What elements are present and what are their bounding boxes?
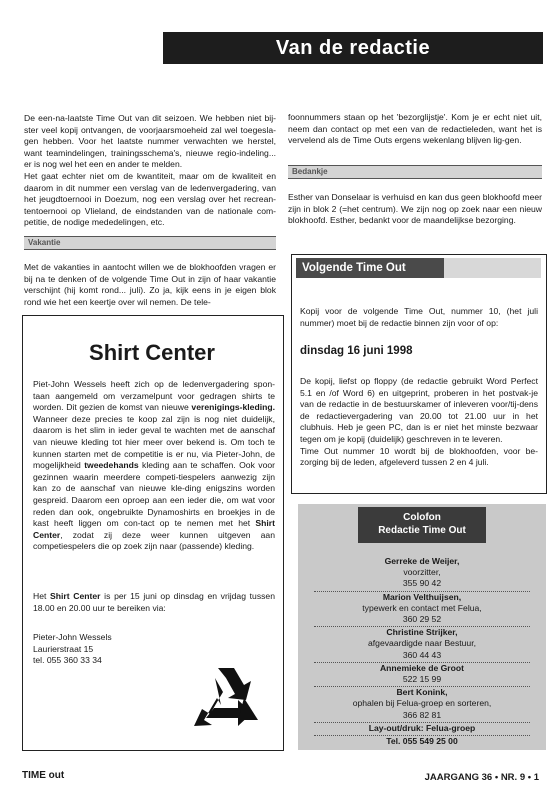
- footer-issue: JAARGANG 36 • NR. 9 • 1: [424, 772, 539, 783]
- shirt-text-d: tweedehands: [84, 460, 139, 471]
- shirt-center-paragraph-2: [33, 591, 275, 614]
- shirt-text-h: Het: [33, 591, 51, 601]
- colofon-entry: [314, 687, 530, 723]
- address-name: Pieter-John Wessels: [33, 632, 112, 642]
- shirt-center-title: Shirt Center: [89, 340, 215, 365]
- intro-paragraph-1: De een-na-laatste Time Out van dit seizoen. We hebben niet bij-ster veel kopij ontvangen, de voorjaarsmoeheid zal wel toegesla-gen hebben. Voor het laatste nummer verwachten we herstel, want teamindelingen, trainingsschema's, nieuwe regio-indeling... er is nog wel het een en ander te melden.: [24, 113, 276, 170]
- colofon-phone: 360 29 52: [402, 614, 442, 625]
- colofon-phone: 366 82 81: [402, 709, 442, 720]
- shirt-center-text: [33, 379, 275, 553]
- right-top-text: foonnummers staan op het 'bezorglijstje'. Kom je er echt niet uit, neem dan contact op met een van de redactieleden, want het is vervelend als de Time Outs ergens wekenlang blijven lig-gen.: [288, 112, 542, 146]
- colofon-phone: 360 44 43: [402, 649, 442, 660]
- colofon-role: typewerk en contact met Felua,: [362, 602, 482, 613]
- bedankje-heading: Bedankje: [292, 167, 328, 176]
- colofon-entry: [314, 663, 530, 687]
- intro-text: [24, 113, 276, 229]
- bedankje-text: Esther van Donselaar is verhuisd en kan dus geen blokhoofd meer zijn in blok 2 (=het centrum). We zijn nog op zoek naar een nieuw blokhoofd. Esther, bedankt voor de maandelijkse bezorging.: [288, 192, 542, 226]
- colofon-entry: [314, 592, 530, 628]
- shirt-text-g: , zodat zij deze weer kunnen uitgeven aan competiespelers die op zoek zijn naar (passende) kleding.: [33, 529, 275, 552]
- shirt-center-paragraph-1: [33, 379, 275, 553]
- colofon-phone: 522 15 99: [402, 674, 442, 685]
- colofon-role: ophalen bij Felua-groep en sorteren,: [352, 698, 492, 709]
- colofon-phone: 355 90 42: [402, 578, 442, 589]
- intro-paragraph-2: Het gaat echter niet om de kwantiteit, maar om de kwaliteit en daarom in dit nummer een verslag van de ledenvergadering, van het jeugdtoernooi in Doezum, nog een verslag over het recrean-tentoernooi op Vlieland, de eindstanden van de nationale com-petitie, de nodige mededelingen, etc.: [24, 170, 276, 228]
- address-phone: tel. 055 360 33 34: [33, 655, 102, 666]
- volgende-body: [300, 376, 538, 469]
- shirt-text-b: verenigings-kleding.: [191, 402, 275, 413]
- colofon-subtitle: Redactie Time Out: [378, 525, 466, 536]
- colofon-role: voorzitter,: [403, 567, 441, 578]
- colofon-name: Annemieke de Groot: [379, 662, 465, 673]
- shirt-text-j: is per 15 juni op dinsdag en vrijdag tussen 18.00 en 20.00 uur te bereiken via:: [33, 591, 275, 613]
- address-street: Laurierstraat 15: [33, 643, 94, 654]
- recycle-icon: [188, 664, 264, 730]
- colofon-tel: Tel. 055 549 25 00: [386, 736, 458, 747]
- shirt-center-address: [33, 632, 233, 667]
- colofon-name: Gerreke de Weijer,: [384, 556, 460, 566]
- volgende-heading-bar: [444, 258, 541, 278]
- colofon-title: Colofon: [403, 512, 441, 523]
- colofon-entry: [314, 627, 530, 663]
- colofon-entry: [314, 556, 530, 592]
- volgende-paragraph-2: De kopij, liefst op floppy (de redactie gebruikt Word Perfect 5.1 en /of Word 6) en uitgeprint, proberen in het postvak-je van de redactie in de bestuurskamer of inleveren voor/tij-dens de redactievergadering van 20.00 tot 21.00 uur in het clubhuis. Heb je geen PC, dan is er niet het minste bezwaar tegen om je kopij (duidelijk) geschreven in te leveren.: [300, 376, 538, 444]
- volgende-paragraph-1: Kopij voor de volgende Time Out, nummer 10, (het juli nummer) moet bij de redactie binnen zijn voor of op:: [300, 306, 538, 328]
- shirt-text-i: Shirt Center: [50, 591, 101, 601]
- shirt-text-c: Wanneer deze precies te koop zal zijn is nog niet duidelijk, daarom is het slim in ieder geval te wachten met de aanschaf van nieuwe kleding tot hier meer over bekend is. Om toch te kunnen starten met de competitie is er nu, via Pieter-John, de mogelijkheid: [33, 413, 275, 471]
- vakantie-heading: Vakantie: [28, 238, 61, 247]
- colofon-list: [314, 556, 530, 747]
- colofon-name: Marion Velthuijsen,: [382, 591, 462, 602]
- footer-brand: TIME out: [22, 770, 65, 781]
- volgende-paragraph-3: Time Out nummer 10 wordt bij de blokhoofden, voor be-zorging bij de leden, afgeleverd tussen 2 en 4 juli.: [300, 445, 538, 468]
- vakantie-text: Met de vakanties in aantocht willen we de blokhoofden vragen er bij na te denken of de volgende Time Out in zijn of haar vakantie verschijnt (hij komt rond... juli). Zo ja, kijk eens in je eigen blok rond wie het een keertje over wil nemen. De tele-: [24, 262, 276, 307]
- page-title: Van de redactie: [163, 32, 543, 64]
- vakantie-heading-bar: [24, 236, 276, 250]
- shirt-text-f: Shirt Center: [33, 518, 275, 540]
- colofon-name: Christine Strijker,: [386, 627, 458, 638]
- bedankje-heading-bar: [288, 165, 542, 179]
- colofon-role: afgevaardigde naar Bestuur,: [368, 638, 476, 649]
- colofon-heading: [358, 507, 486, 543]
- volgende-date: dinsdag 16 juni 1998: [300, 345, 413, 357]
- colofon-name: Bert Konink,: [396, 687, 448, 698]
- shirt-text-a: Piet-John Wessels heeft zich op de ledenvergadering spon-taan aangemeld om verzamelpunt voor gedragen shirts te worden. Dit gezien de komst van nieuwe: [33, 379, 275, 413]
- shirt-text-e: kleding aan te schaffen. Ook voor gezinnen waarin meerdere competi-tiespelers aanwezig zijn kan zo de aanschaf van nieuwe kle-ding enigszins worden gespreid. Daarom een oproep aan een ieder die, om wat voor reden dan ook, ongebruikte Dynamoshirts en broekjes in de kast heeft liggen om con-tact op te nemen met het: [33, 460, 275, 529]
- volgende-heading: Volgende Time Out: [296, 258, 444, 278]
- colofon-layout: Lay-out/druk: Felua-groep: [314, 723, 530, 736]
